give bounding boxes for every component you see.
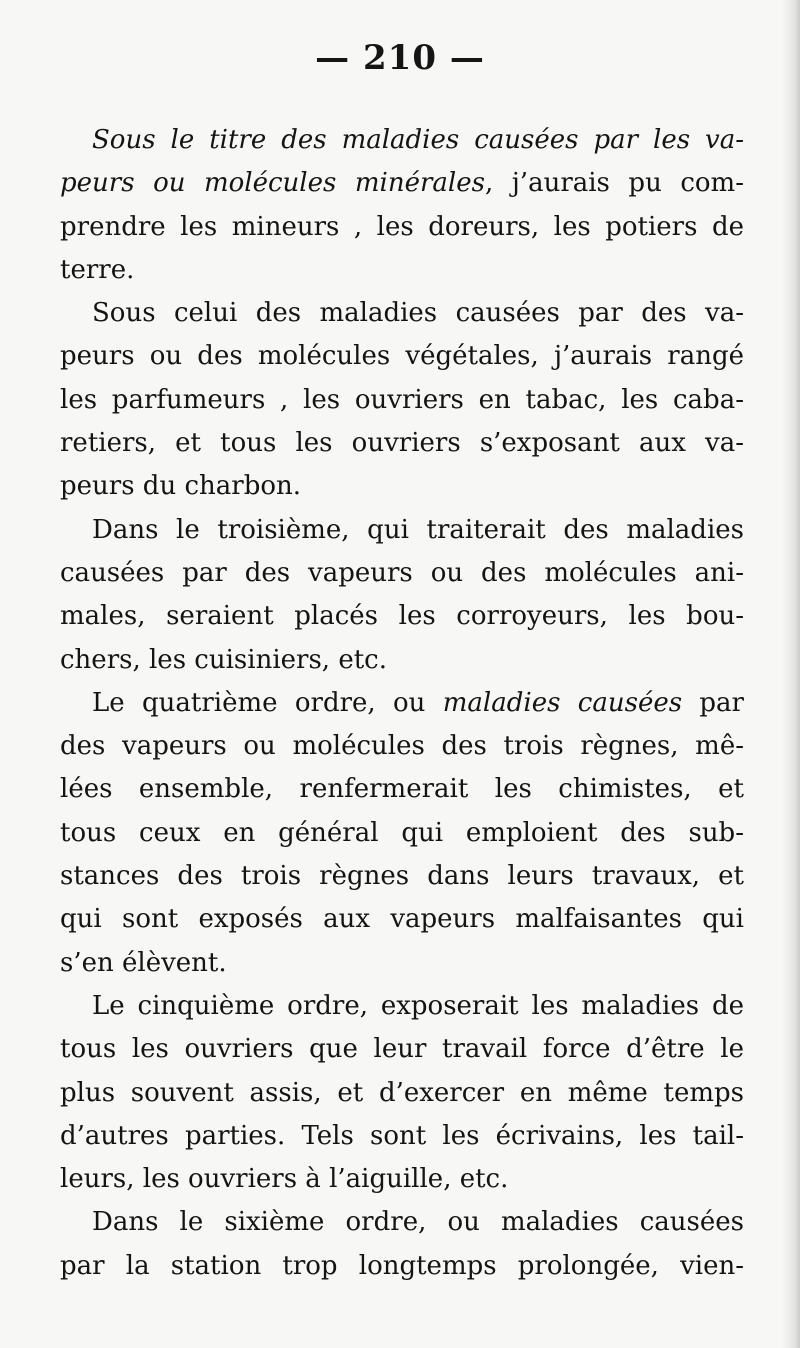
text-segment: prendre les mineurs , les doreurs, les potiers de (60, 211, 744, 242)
text-segment: des vapeurs ou molécules des trois règnes, mê- (60, 731, 744, 762)
text-segment: leurs, les ouvriers à l’aiguille, etc. (60, 1164, 509, 1195)
text-line (60, 1115, 744, 1158)
text-line (60, 1245, 744, 1288)
italic-text-segment: maladies causées (442, 687, 683, 718)
text-segment: Dans le sixième ordre, ou maladies causées (92, 1207, 744, 1238)
text-segment: Dans le troisième, qui traiterait des maladies (92, 514, 744, 545)
text-segment: lées ensemble, renfermerait les chimistes, et (60, 774, 744, 805)
text-line (60, 379, 744, 422)
text-segment: chers, les cuisiniers, etc. (60, 644, 387, 675)
text-segment: peurs du charbon. (60, 471, 302, 502)
text-line (60, 249, 744, 292)
text-segment: tous ceux en général qui emploient des sub- (60, 817, 744, 848)
text-line (60, 465, 744, 508)
text-line (60, 509, 744, 552)
text-segment: causées par des vapeurs ou des molécules ani- (60, 557, 744, 588)
text-line (60, 682, 744, 725)
body-text (60, 119, 744, 1288)
text-segment: par (682, 687, 744, 718)
text-line (60, 335, 744, 378)
text-segment: peurs ou des molécules végétales, j’aurais rangé (60, 341, 744, 372)
text-line (60, 422, 744, 465)
text-segment: qui sont exposés aux vapeurs malfaisantes qui (60, 904, 744, 935)
text-line (60, 1201, 744, 1244)
text-line (60, 119, 744, 162)
text-segment: retiers, et tous les ouvriers s’exposant aux va- (60, 428, 744, 459)
italic-text-segment: Sous le titre des maladies causées par les va- (92, 125, 744, 155)
text-line (60, 898, 744, 941)
text-segment: , j’aurais pu com- (484, 168, 744, 199)
text-line (60, 942, 744, 985)
text-segment: les parfumeurs , les ouvriers en tabac, les caba- (60, 384, 744, 415)
text-line (60, 1028, 744, 1071)
text-line (60, 1158, 744, 1201)
text-segment: males, seraient placés les corroyeurs, les bou- (60, 601, 744, 632)
page-edge-shadow (782, 0, 800, 1348)
text-line (60, 725, 744, 768)
text-segment: tous les ouvriers que leur travail force d’être le (60, 1034, 744, 1065)
text-line (60, 1072, 744, 1115)
text-segment: stances des trois règnes dans leurs travaux, et (60, 861, 744, 892)
text-segment: plus souvent assis, et d’exercer en même temps (60, 1077, 744, 1108)
text-line (60, 162, 744, 205)
text-line (60, 768, 744, 811)
italic-text-segment: peurs ou molécules minérales (60, 168, 485, 199)
text-segment: Sous celui des maladies causées par des va- (92, 298, 744, 329)
text-line (60, 206, 744, 249)
text-line (60, 812, 744, 855)
text-line (60, 595, 744, 638)
text-line (60, 985, 744, 1028)
text-segment: Le cinquième ordre, exposerait les maladies de (92, 990, 744, 1021)
text-segment: Le quatrième ordre, ou (92, 687, 443, 718)
text-segment: terre. (60, 254, 135, 285)
page-number: — 210 — (315, 38, 485, 78)
text-line (60, 552, 744, 595)
text-line (60, 639, 744, 682)
text-segment: d’autres parties. Tels sont les écrivains, les tail- (60, 1120, 744, 1151)
text-line (60, 855, 744, 898)
text-line (60, 292, 744, 335)
text-segment: s’en élèvent. (60, 947, 227, 978)
text-segment: par la station trop longtemps prolongée, vien- (60, 1250, 744, 1281)
